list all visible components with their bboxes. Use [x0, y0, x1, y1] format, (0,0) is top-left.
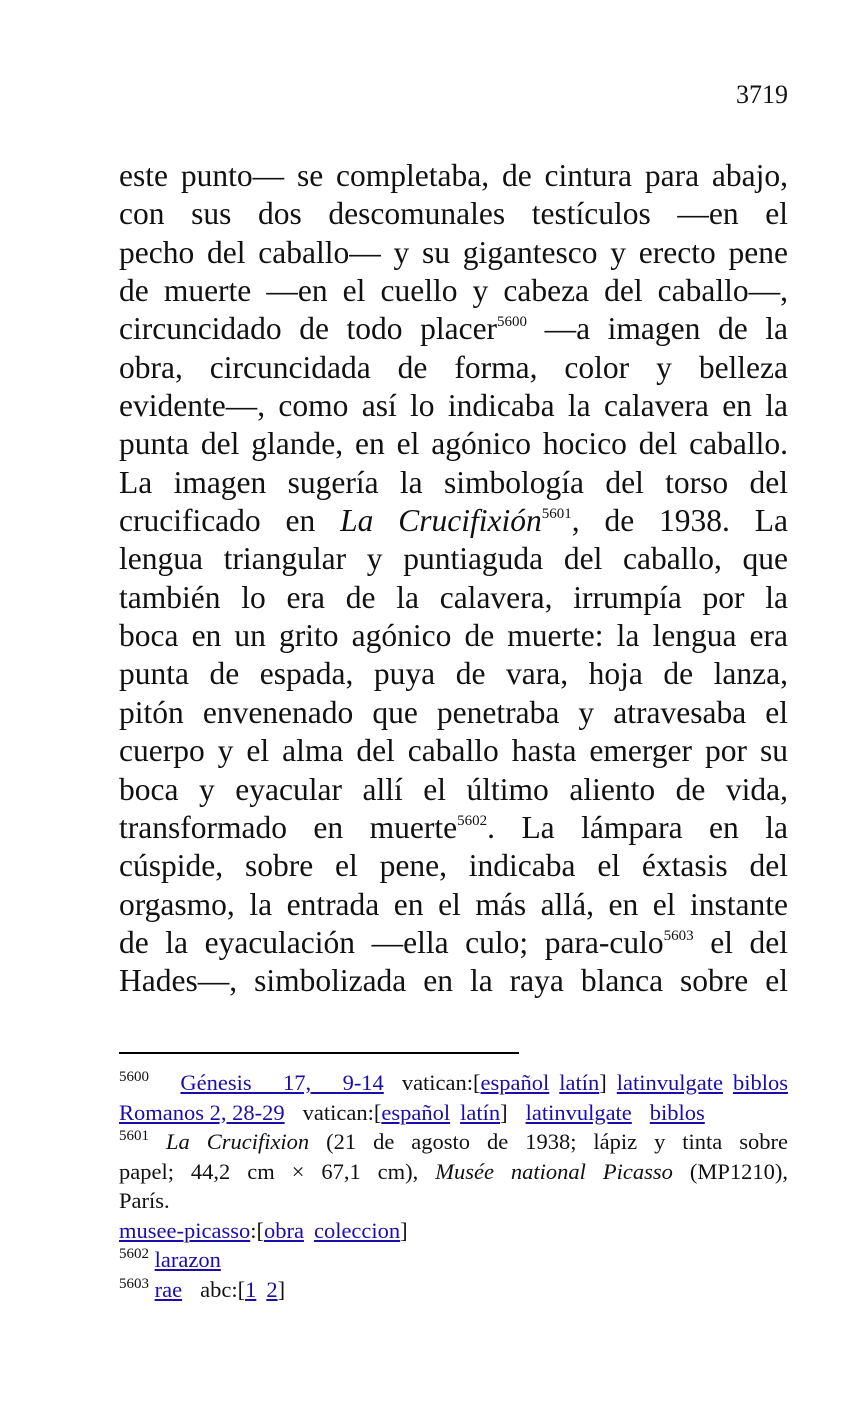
biblos-link[interactable]: biblos [732, 1070, 788, 1095]
text-line: también lo era de la calavera, irrumpía por la [119, 579, 788, 615]
coleccion-link[interactable]: coleccion [313, 1217, 401, 1243]
text-line: este punto— se completaba, de cintura para abajo, [119, 158, 788, 193]
text-segment: . La lámpara en la [487, 809, 788, 845]
text-line: orgasmo, la entrada en el más allá, en el instante [119, 886, 788, 922]
text-line [119, 809, 788, 847]
footnote-5601-line3: París. [119, 1188, 170, 1213]
footnote-5603 [119, 1275, 788, 1305]
text-line: pitón envenenado que penetraba y atravesaba el [119, 694, 788, 730]
latin-link[interactable]: latín [460, 1099, 501, 1125]
artwork-title: La Crucifixion [165, 1129, 310, 1154]
abc-link-2[interactable]: 2 [266, 1276, 278, 1302]
bracket: ] [500, 1099, 508, 1125]
text-line: Hades—, simbolizada en la raya blanca sobre el [119, 963, 788, 999]
text-segment: crucificado en [119, 503, 341, 539]
text-line: obra, circuncidada de forma, color y belleza [119, 349, 788, 385]
text-segment: de la eyaculación —ella culo; para-culo [119, 924, 664, 960]
bracket: ] [400, 1217, 408, 1243]
text-line [119, 502, 788, 540]
text-line: de muerte —en el cuello y cabeza del caballo—, [119, 273, 788, 309]
espanol-link[interactable]: español [480, 1070, 550, 1095]
vatican-label: vatican:[ [401, 1070, 481, 1095]
latinvulgate-link[interactable]: latinvulgate [616, 1070, 723, 1095]
abc-label: abc:[ [200, 1276, 246, 1302]
footnote-text: (MP1210), [672, 1158, 788, 1184]
text-line: cúspide, sobre el pene, indicaba el éxtasis del [119, 848, 788, 884]
footnote-divider [119, 1052, 519, 1054]
page-number: 3719 [736, 80, 788, 109]
biblos-link[interactable]: biblos [649, 1099, 705, 1125]
latin-link[interactable]: latín [559, 1070, 600, 1095]
espanol-link[interactable]: español [381, 1099, 451, 1125]
text-segment: circuncidado de todo placer [119, 311, 498, 347]
footnote-number: 5603 [119, 1275, 149, 1292]
footnotes [119, 1068, 788, 1304]
artwork-title: La Crucifixión [340, 503, 542, 539]
text-line: cuerpo y el alma del caballo hasta emerger por su [119, 733, 788, 769]
romanos-link[interactable]: Romanos 2, 28-29 [119, 1099, 285, 1125]
footnote-number: 5600 [119, 1069, 149, 1085]
text-segment: transformado en muerte [119, 809, 458, 845]
text-line: evidente—, como así lo indicaba la calavera en la [119, 388, 788, 424]
footnote-text: (21 de agosto de 1938; lápiz y tinta sobre [309, 1129, 788, 1154]
genesis-link[interactable]: Génesis 17, 9-14 [180, 1070, 384, 1095]
footnote-5600-line2 [119, 1098, 788, 1128]
larazon-link[interactable]: larazon [154, 1247, 221, 1272]
text-segment: el del [693, 924, 789, 960]
musee-picasso-link[interactable]: musee-picasso [119, 1217, 251, 1243]
vatican-label: vatican:[ [302, 1099, 382, 1125]
text-line: punta del glande, en el agónico hocico del caballo. [119, 426, 788, 462]
text-line: lengua triangular y puntiaguda del caballo, que [119, 541, 788, 577]
text-line: boca en un grito agónico de muerte: la lengua era [119, 618, 788, 654]
main-text [119, 157, 788, 1001]
footnote-5601-links [119, 1216, 788, 1246]
text-line [119, 310, 788, 348]
footnote-5601-line2 [119, 1157, 788, 1187]
text-line [119, 924, 788, 962]
bracket: :[ [250, 1217, 264, 1243]
footnote-number: 5601 [119, 1128, 149, 1144]
bracket: ] [277, 1276, 286, 1302]
obra-link[interactable]: obra [263, 1217, 304, 1243]
text-line: punta de espada, puya de vara, hoja de lanza, [119, 656, 788, 692]
text-segment: —a imagen de la [527, 311, 788, 347]
latinvulgate-link[interactable]: latinvulgate [525, 1099, 632, 1125]
footnote-5600 [119, 1068, 788, 1098]
footnote-text: papel; 44,2 cm × 67,1 cm), [119, 1158, 436, 1184]
text-line: La imagen sugería la simbología del torso del [119, 464, 788, 500]
footnote-5602 [119, 1245, 788, 1275]
rae-link[interactable]: rae [154, 1276, 183, 1302]
text-line: boca y eyacular allí el último aliento de vida, [119, 771, 788, 807]
text-segment: , de 1938. La [571, 503, 789, 539]
abc-link-1[interactable]: 1 [245, 1276, 257, 1302]
footnote-5601 [119, 1127, 788, 1157]
text-line: pecho del caballo— y su gigantesco y erecto pene [119, 234, 788, 270]
footnote-marker: 5600 [497, 314, 528, 331]
museum-name: Musée national Picasso [435, 1158, 673, 1184]
footnote-marker: 5602 [457, 812, 488, 829]
bracket: ] [599, 1070, 607, 1095]
footnote-marker: 5601 [541, 506, 572, 523]
text-line: con sus dos descomunales testículos —en el [119, 196, 788, 232]
footnote-marker: 5603 [663, 927, 694, 944]
footnote-number: 5602 [119, 1246, 149, 1262]
